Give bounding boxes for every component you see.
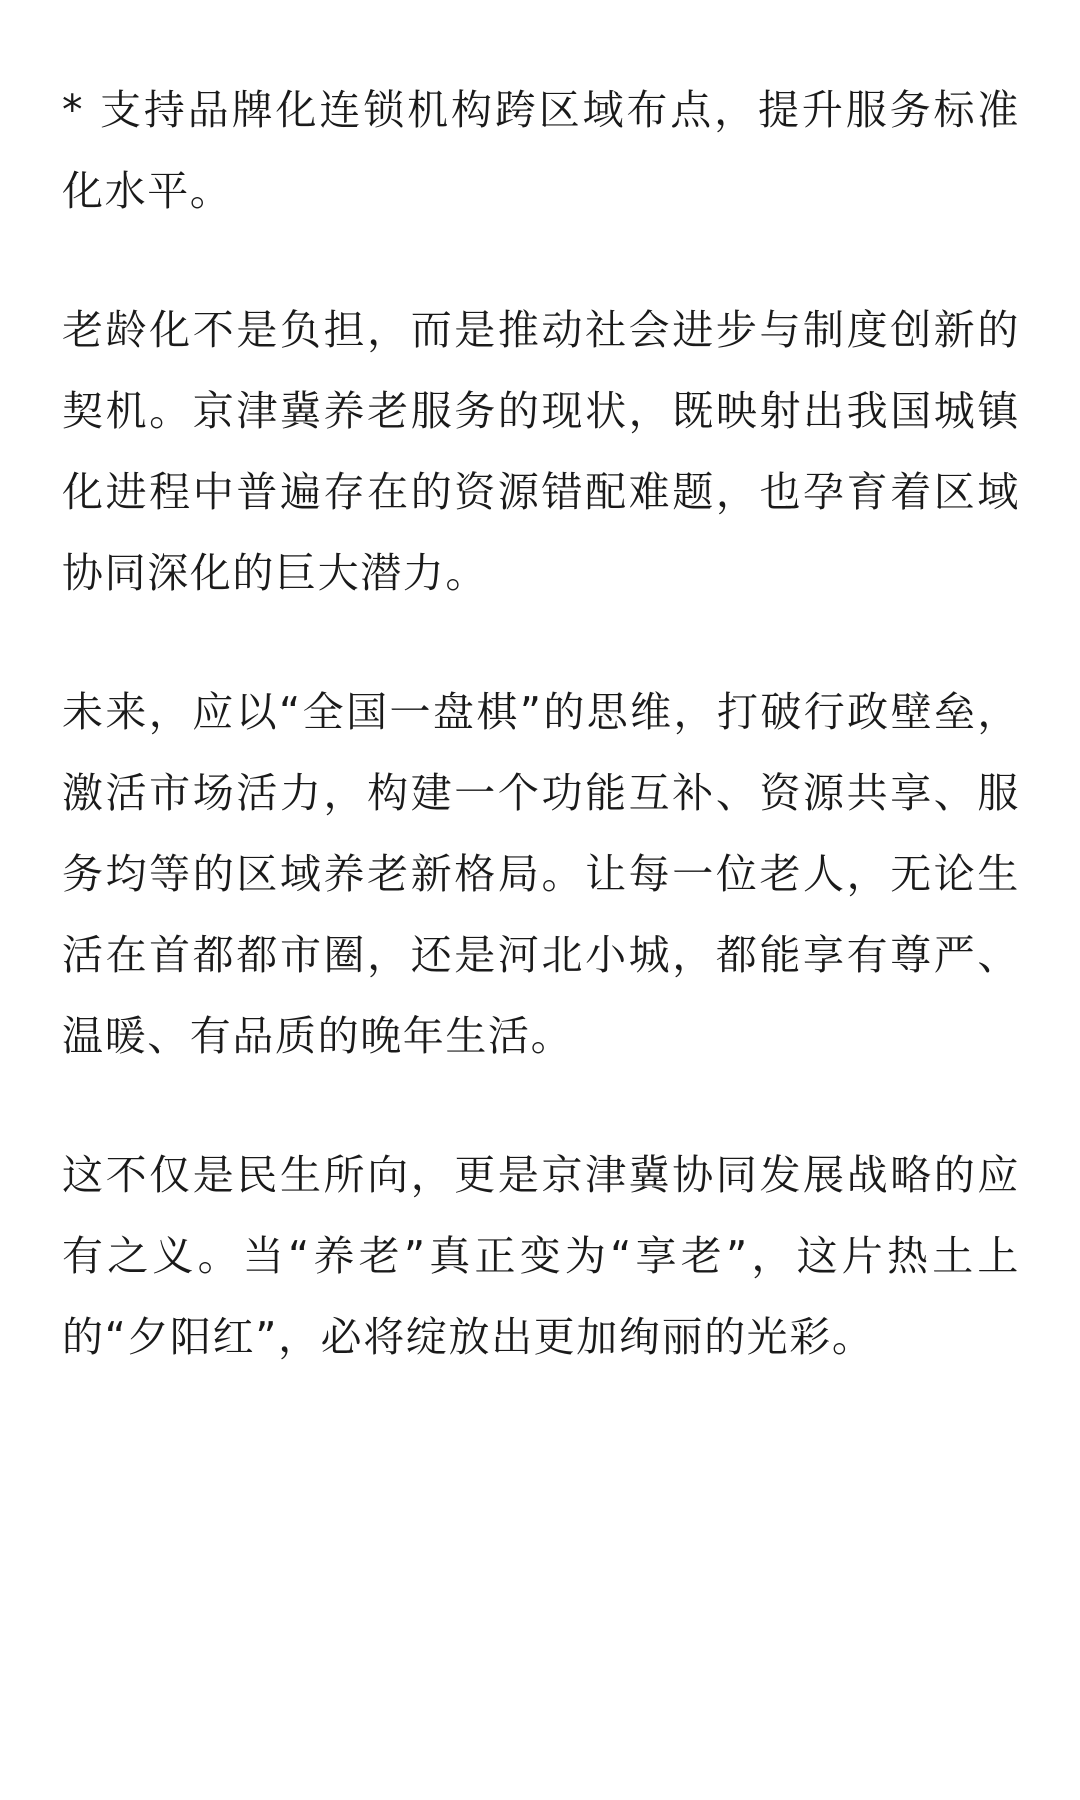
- paragraph-aging-opportunity: 老龄化不是负担，而是推动社会进步与制度创新的契机。京津冀养老服务的现状，既映射出我国城镇化进程中普遍存在的资源错配难题，也孕育着区域协同深化的巨大潜力。: [62, 306, 1020, 597]
- paragraph-future-regional-pattern: 未来，应以“全国一盘棋”的思维，打破行政壁垒，激活市场活力，构建一个功能互补、资源共享、服务均等的区域养老新格局。让每一位老人，无论生活在首都都市圈，还是河北小城，都能享有尊严、温暖、有品质的晚年生活。: [62, 688, 1020, 1060]
- paragraph-bullet-chain-institutions: * 支持品牌化连锁机构跨区域布点，提升服务标准化水平。: [62, 86, 1020, 215]
- paragraph-conclusion: 这不仅是民生所向，更是京津冀协同发展战略的应有之义。当“养老”真正变为“享老”，这片热土上的“夕阳红”，必将绽放出更加绚丽的光彩。: [62, 1151, 1020, 1361]
